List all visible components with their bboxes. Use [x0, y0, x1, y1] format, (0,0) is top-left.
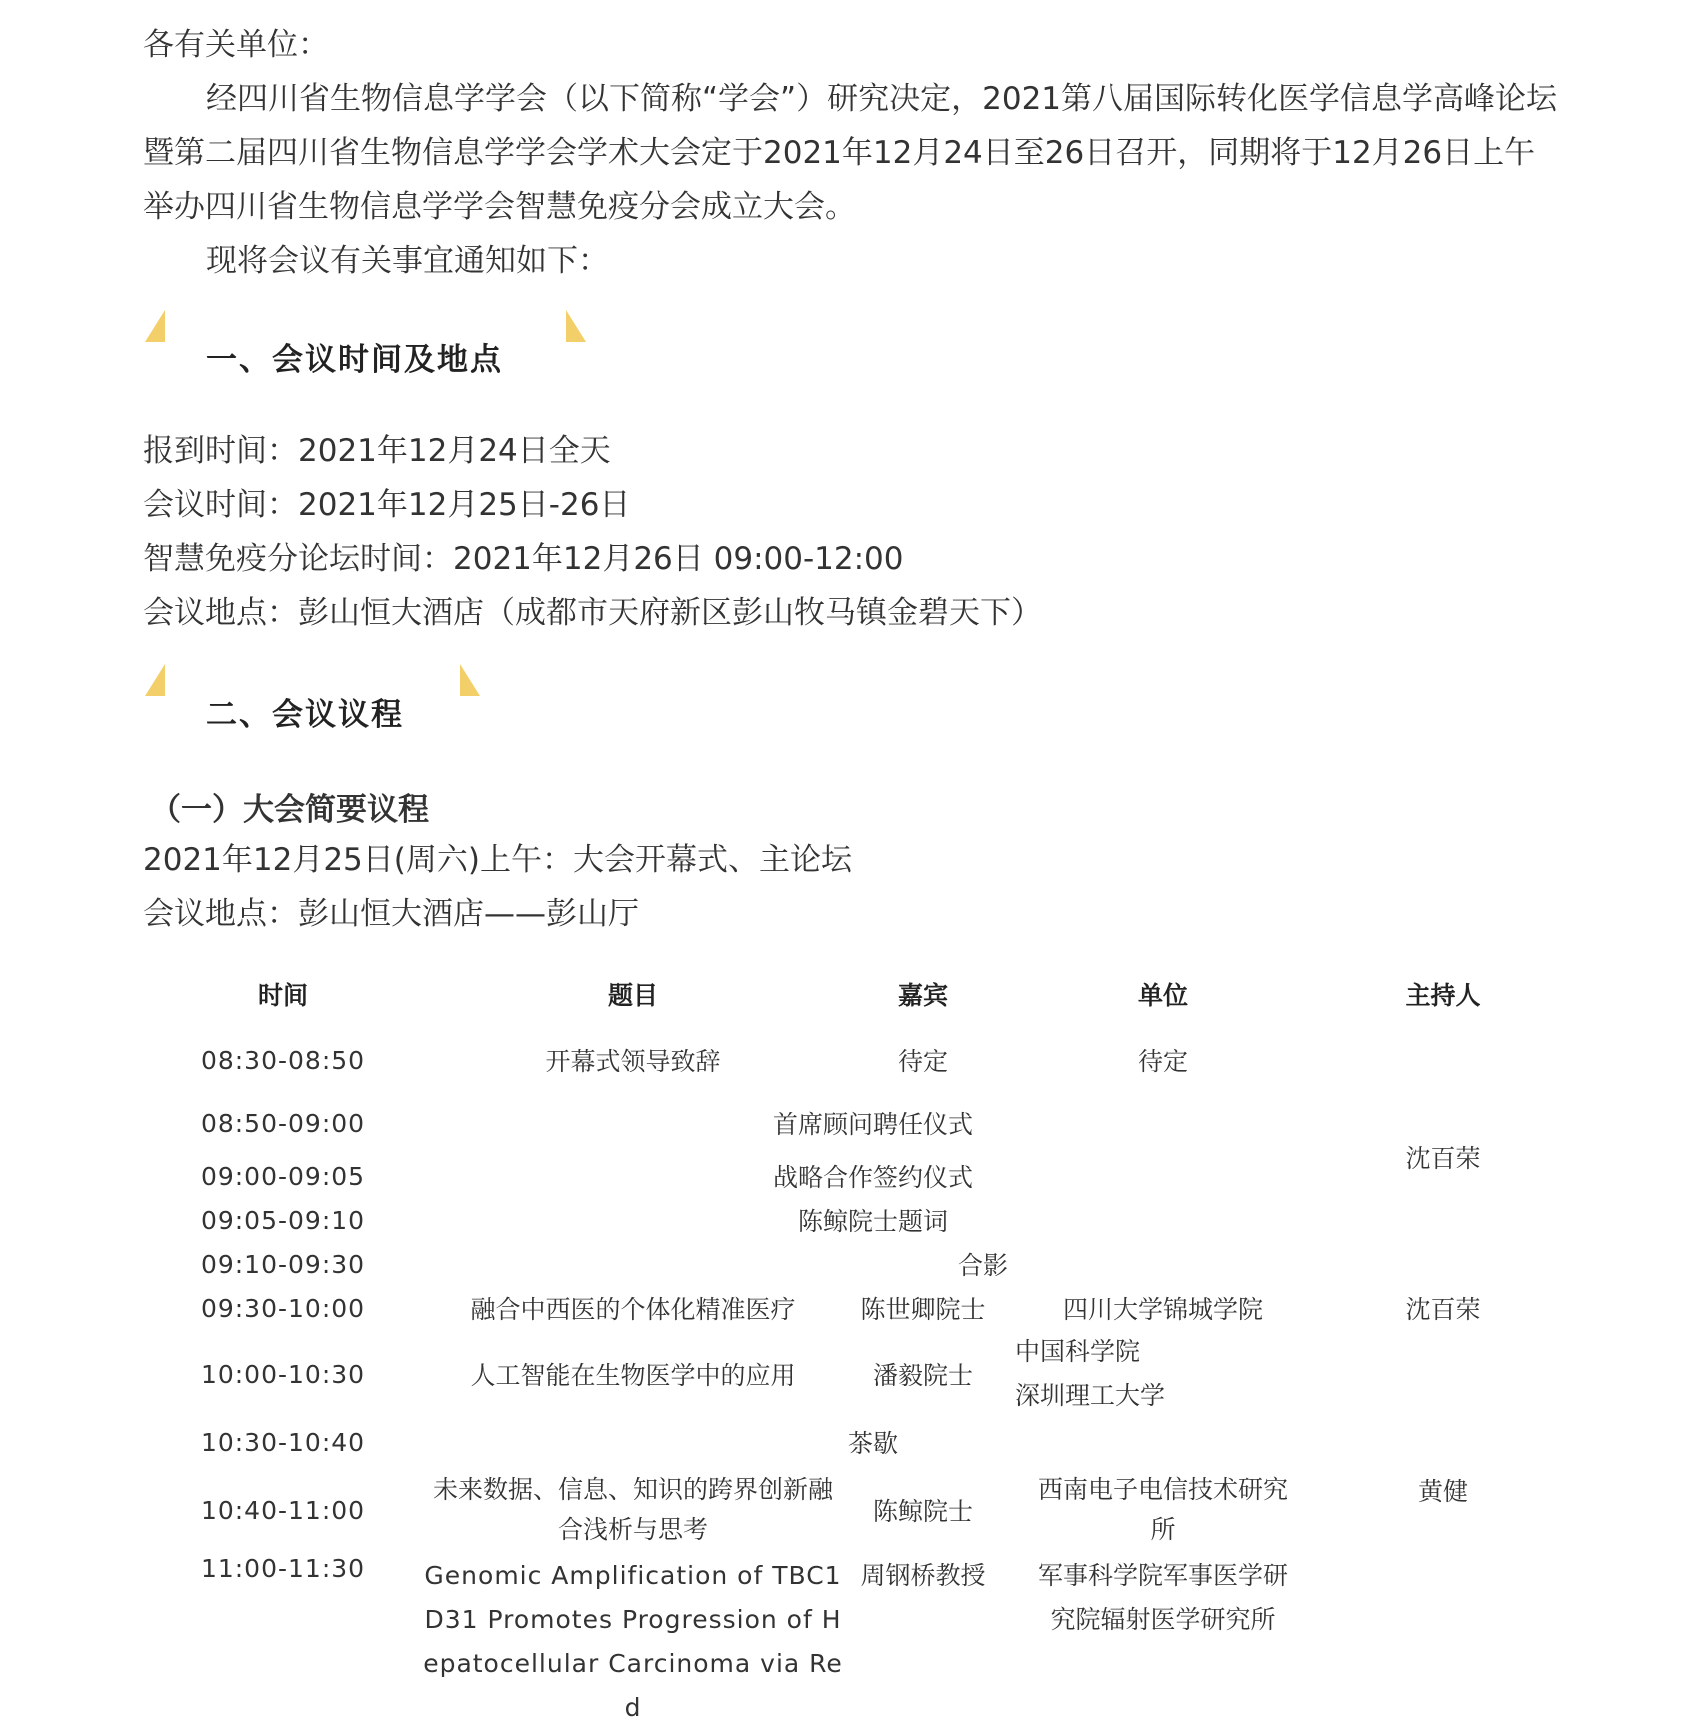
cell-time: 08:30-08:50 [200, 1045, 366, 1075]
table-row [143, 1028, 1563, 1092]
cell-unit [1003, 1330, 1323, 1418]
unit-line: 西南电子电信技术研究 [1037, 1475, 1288, 1504]
cell-host: 沈百荣 [1405, 1295, 1481, 1324]
section-heading-time-venue: 一、会议时间及地点 [206, 342, 503, 378]
agenda-subheading: （一）大会简要议程 [150, 792, 429, 828]
table-header-row [143, 960, 1563, 1028]
forum-time: 智慧免疫分论坛时间：2021年12月26日 09:00-12:00 [143, 541, 904, 577]
section-heading-agenda: 二、会议议程 [206, 697, 404, 733]
header-time: 时间 [257, 981, 308, 1010]
cell-time: 08:50-09:00 [200, 1108, 366, 1138]
cell-host: 沈百荣 [1405, 1144, 1481, 1173]
unit-line: 究院辐射医学研究所 [1050, 1605, 1276, 1634]
agenda-date-line: 2021年12月25日(周六)上午：大会开幕式、主论坛 [143, 842, 852, 878]
topic-line: 合浅析与思考 [557, 1515, 708, 1544]
cell-unit: 待定 [1137, 1047, 1188, 1076]
unit-line: 中国科学院 [1015, 1337, 1141, 1366]
intro-paragraph: 经四川省生物信息学学会（以下简称“学会”）研究决定，2021第八届国际转化医学信息学高峰论坛暨第二届四川省生物信息学学会学术大会定于2021年12月24日至26日召开，同期将于12月26日上午举办四川省生物信息学学会智慧免疫分会成立大会。 [143, 81, 1558, 225]
cell-topic: Genomic Amplification of TBC1D31 Promotes Progression of Hepatocellular Carcinoma via Red [423, 1561, 843, 1722]
cell-topic: 融合中西医的个体化精准医疗 [470, 1295, 796, 1324]
unit-line: 深圳理工大学 [1015, 1381, 1166, 1410]
header-unit: 单位 [1137, 981, 1188, 1010]
cell-topic: 开幕式领导致辞 [545, 1047, 721, 1076]
meeting-time: 会议时间：2021年12月25日-26日 [143, 487, 631, 523]
header-guest: 嘉宾 [897, 981, 948, 1010]
cell-topic: 战略合作签约仪式 [772, 1163, 973, 1192]
cell-topic: 合影 [957, 1251, 1008, 1280]
cell-guest: 待定 [897, 1047, 948, 1076]
cell-time: 09:30-10:00 [200, 1293, 366, 1323]
cell-time: 11:00-11:30 [200, 1554, 366, 1583]
topic-line: 未来数据、信息、知识的跨界创新融 [432, 1475, 833, 1504]
cell-guest: 陈鲸院士 [872, 1497, 973, 1526]
cell-time: 10:00-10:30 [200, 1359, 366, 1389]
intro-notice: 现将会议有关事宜通知如下： [206, 243, 609, 279]
checkin-time: 报到时间：2021年12月24日全天 [143, 433, 611, 469]
agenda-table [143, 960, 1563, 1730]
triangle-decoration-icon [566, 310, 586, 342]
unit-line: 所 [1150, 1515, 1176, 1544]
cell-guest: 潘毅院士 [872, 1361, 973, 1390]
triangle-decoration-icon [460, 664, 480, 696]
triangle-decoration-icon [145, 664, 165, 696]
header-topic: 题目 [607, 981, 658, 1010]
table-row [143, 1286, 1563, 1330]
cell-topic: 人工智能在生物医学中的应用 [470, 1361, 796, 1390]
unit-line: 军事科学院军事医学研 [1037, 1561, 1288, 1590]
triangle-decoration-icon [145, 310, 165, 342]
cell-host: 黄健 [1417, 1477, 1468, 1506]
cell-topic: 茶歇 [847, 1429, 898, 1458]
cell-unit: 四川大学锦城学院 [1062, 1295, 1263, 1324]
meeting-venue: 会议地点：彭山恒大酒店（成都市天府新区彭山牧马镇金碧天下） [143, 595, 1042, 631]
cell-host [1323, 1554, 1563, 1730]
cell-topic: 陈鲸院士题词 [797, 1207, 948, 1236]
table-row [143, 1418, 1563, 1466]
cell-time: 09:10-09:30 [200, 1249, 366, 1279]
header-host: 主持人 [1405, 981, 1481, 1010]
greeting: 各有关单位： [143, 27, 329, 63]
cell-time: 09:05-09:10 [200, 1205, 366, 1235]
cell-topic [423, 1466, 843, 1554]
cell-time: 09:00-09:05 [200, 1161, 366, 1191]
agenda-venue-line: 会议地点：彭山恒大酒店——彭山厅 [143, 896, 639, 932]
cell-unit [1003, 1466, 1323, 1554]
table-row [143, 1554, 1563, 1730]
cell-topic: 首席顾问聘任仪式 [772, 1110, 973, 1139]
cell-time: 10:40-11:00 [200, 1495, 366, 1525]
table-row [143, 1466, 1563, 1554]
cell-guest: 陈世卿院士 [860, 1295, 986, 1324]
cell-time: 10:30-10:40 [200, 1427, 366, 1457]
cell-unit [1003, 1554, 1323, 1730]
cell-guest: 周钢桥教授 [860, 1561, 986, 1590]
